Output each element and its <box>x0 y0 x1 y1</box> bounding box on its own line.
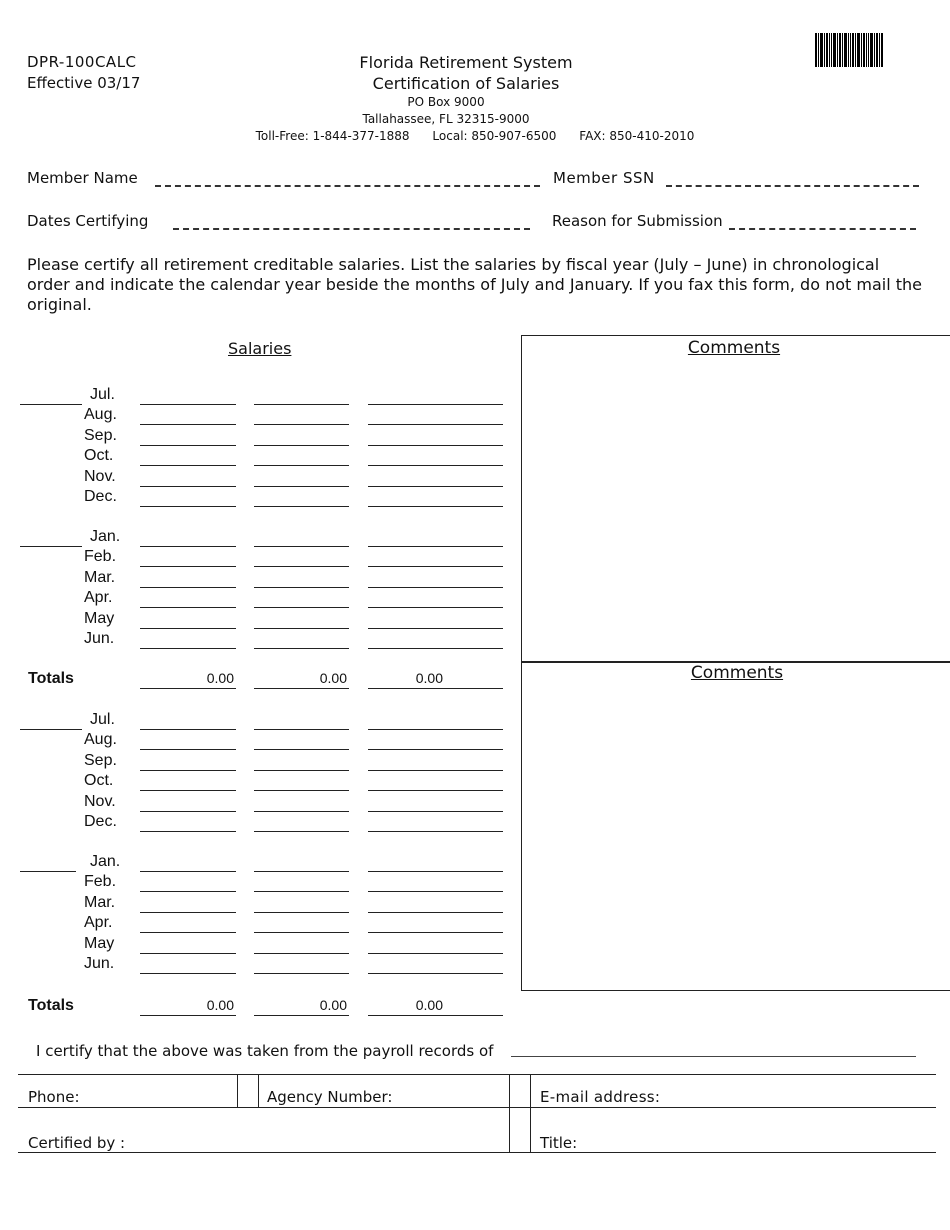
salary-line <box>140 546 236 547</box>
salary-input[interactable] <box>368 631 503 647</box>
salary-line <box>254 424 349 425</box>
salary-line <box>368 932 503 933</box>
salary-line <box>254 628 349 629</box>
org-name: Florida Retirement System <box>359 53 573 72</box>
month-label: May <box>84 610 115 627</box>
salary-line <box>368 912 503 913</box>
certified-by-field[interactable]: Certified by : <box>28 1134 126 1152</box>
salary-input[interactable] <box>254 915 349 931</box>
salary-line <box>254 790 349 791</box>
footer-divider <box>530 1074 531 1152</box>
dates-certifying-label: Dates Certifying <box>27 212 149 230</box>
total-line <box>254 1015 349 1016</box>
salary-input[interactable] <box>368 794 503 810</box>
salary-input[interactable] <box>254 732 349 748</box>
comments-box-2[interactable] <box>521 661 950 991</box>
month-label: Dec. <box>84 813 117 830</box>
salary-input[interactable] <box>254 794 349 810</box>
salary-line <box>368 871 503 872</box>
salary-input[interactable] <box>254 611 349 627</box>
total-line <box>368 1015 503 1016</box>
salary-line <box>140 628 236 629</box>
salary-line <box>368 546 503 547</box>
salary-input[interactable] <box>368 915 503 931</box>
salary-line <box>368 749 503 750</box>
salary-input[interactable] <box>368 814 503 830</box>
salary-input[interactable] <box>254 428 349 444</box>
salary-line <box>254 648 349 649</box>
salary-input[interactable] <box>140 407 236 423</box>
salary-line <box>254 506 349 507</box>
salary-line <box>140 932 236 933</box>
salary-line <box>140 506 236 507</box>
salary-line <box>254 546 349 547</box>
member-ssn-field[interactable] <box>666 185 919 187</box>
month-label: Sep. <box>84 752 117 769</box>
salary-input[interactable] <box>254 814 349 830</box>
salary-input[interactable] <box>368 854 503 870</box>
salary-line <box>254 953 349 954</box>
salary-input[interactable] <box>140 732 236 748</box>
salary-input[interactable] <box>254 448 349 464</box>
comments-heading-1: Comments <box>687 338 781 358</box>
salary-input[interactable] <box>254 549 349 565</box>
salary-input[interactable] <box>254 773 349 789</box>
city-address: Tallahassee, FL 32315-9000 <box>362 112 530 126</box>
total-line <box>368 688 503 689</box>
salary-input[interactable] <box>140 469 236 485</box>
month-label: Apr. <box>84 589 113 606</box>
month-label: Sep. <box>84 427 117 444</box>
salary-line <box>140 465 236 466</box>
salary-line <box>368 973 503 974</box>
total-value: 0.00 <box>319 670 347 686</box>
salary-line <box>140 953 236 954</box>
salary-input[interactable] <box>140 570 236 586</box>
agency-number-field[interactable]: Agency Number: <box>267 1088 393 1106</box>
month-label: Jul. <box>90 711 115 728</box>
total-value: 0.00 <box>319 997 347 1013</box>
total-line <box>140 1015 236 1016</box>
salary-line <box>254 729 349 730</box>
total-line <box>140 688 236 689</box>
salary-line <box>368 424 503 425</box>
salary-line <box>254 871 349 872</box>
footer-mid-rule <box>18 1107 936 1108</box>
salary-input[interactable] <box>140 611 236 627</box>
salary-input[interactable] <box>254 874 349 890</box>
salary-input[interactable] <box>140 549 236 565</box>
payroll-agency-field[interactable] <box>511 1056 916 1057</box>
comments-heading-2: Comments <box>690 663 784 683</box>
year-field[interactable] <box>20 871 76 872</box>
salary-input[interactable] <box>368 448 503 464</box>
salary-input[interactable] <box>368 570 503 586</box>
salary-line <box>140 891 236 892</box>
salary-input[interactable] <box>140 915 236 931</box>
salary-line <box>140 587 236 588</box>
salary-input[interactable] <box>140 631 236 647</box>
salary-line <box>254 445 349 446</box>
month-label: May <box>84 935 115 952</box>
salary-line <box>368 607 503 608</box>
salary-line <box>140 770 236 771</box>
salary-line <box>254 749 349 750</box>
salary-line <box>368 506 503 507</box>
salary-input[interactable] <box>140 590 236 606</box>
salary-line <box>254 891 349 892</box>
salary-line <box>140 811 236 812</box>
salary-input[interactable] <box>140 712 236 728</box>
salary-line <box>254 770 349 771</box>
salary-input[interactable] <box>368 773 503 789</box>
footer-divider <box>258 1074 259 1107</box>
salary-input[interactable] <box>368 956 503 972</box>
salary-line <box>368 953 503 954</box>
page-title: Certification of Salaries <box>372 74 560 93</box>
total-value: 0.00 <box>206 670 234 686</box>
salary-line <box>140 566 236 567</box>
member-ssn-label: Member SSN <box>553 169 655 187</box>
salary-input[interactable] <box>140 854 236 870</box>
total-value: 0.00 <box>206 997 234 1013</box>
salary-line <box>368 790 503 791</box>
salary-line <box>254 566 349 567</box>
totals-label-a: Totals <box>28 670 74 687</box>
salary-line <box>368 770 503 771</box>
salary-line <box>140 486 236 487</box>
footer-divider <box>237 1074 238 1107</box>
salary-input[interactable] <box>254 631 349 647</box>
salary-input[interactable] <box>254 387 349 403</box>
salary-line <box>140 404 236 405</box>
salary-input[interactable] <box>254 570 349 586</box>
salary-input[interactable] <box>368 489 503 505</box>
salary-line <box>140 831 236 832</box>
salary-line <box>254 811 349 812</box>
month-label: Nov. <box>84 793 116 810</box>
month-label: Jul. <box>90 386 115 403</box>
month-label: Oct. <box>84 772 114 789</box>
total-value: 0.00 <box>415 997 443 1013</box>
certify-statement: I certify that the above was taken from the payroll records of <box>36 1042 494 1060</box>
member-name-field[interactable] <box>155 185 540 187</box>
salary-line <box>368 587 503 588</box>
year-field[interactable] <box>20 404 82 405</box>
footer-top-rule <box>18 1074 936 1075</box>
salary-input[interactable] <box>254 956 349 972</box>
month-label: Apr. <box>84 914 113 931</box>
month-label: Feb. <box>84 548 117 565</box>
instructions: Please certify all retirement creditable salaries. List the salaries by fiscal year (July – June) in chronological order and indicate the calendar year beside the months of July and January. If you fax this form, do not mail the original. <box>27 255 922 314</box>
salary-line <box>140 445 236 446</box>
salary-line <box>140 790 236 791</box>
total-value: 0.00 <box>415 670 443 686</box>
dates-certifying-field[interactable] <box>173 228 530 230</box>
salary-line <box>254 486 349 487</box>
phone-field[interactable]: Phone: <box>28 1088 80 1106</box>
salary-input[interactable] <box>368 469 503 485</box>
year-field[interactable] <box>20 729 82 730</box>
month-label: Aug. <box>84 406 117 423</box>
salary-input[interactable] <box>254 407 349 423</box>
salary-line <box>140 912 236 913</box>
salary-line <box>254 404 349 405</box>
salary-input[interactable] <box>368 732 503 748</box>
effective-date: Effective 03/17 <box>27 74 141 92</box>
form-id: DPR-100CALC <box>27 53 137 71</box>
salary-input[interactable] <box>368 874 503 890</box>
salary-line <box>368 404 503 405</box>
salary-line <box>140 871 236 872</box>
reason-label: Reason for Submission <box>552 212 723 230</box>
year-field[interactable] <box>20 546 82 547</box>
month-label: Mar. <box>84 894 116 911</box>
totals-label-b: Totals <box>28 997 74 1014</box>
salary-line <box>368 648 503 649</box>
salary-line <box>368 566 503 567</box>
month-label: Oct. <box>84 447 114 464</box>
month-label: Jun. <box>84 955 115 972</box>
email-field[interactable]: E-mail address: <box>540 1088 661 1106</box>
barcode-icon <box>815 33 884 67</box>
comments-box-1[interactable] <box>521 335 950 663</box>
salary-line <box>368 465 503 466</box>
salary-input[interactable] <box>140 794 236 810</box>
salary-input[interactable] <box>140 956 236 972</box>
salary-input[interactable] <box>140 428 236 444</box>
salary-input[interactable] <box>368 895 503 911</box>
salary-line <box>368 811 503 812</box>
month-label: Jan. <box>90 528 121 545</box>
salary-input[interactable] <box>368 936 503 952</box>
salary-line <box>140 973 236 974</box>
member-name-label: Member Name <box>27 169 138 187</box>
salary-input[interactable] <box>368 529 503 545</box>
total-line <box>254 688 349 689</box>
salary-line <box>254 973 349 974</box>
salary-input[interactable] <box>140 773 236 789</box>
salary-line <box>368 445 503 446</box>
title-field[interactable]: Title: <box>540 1134 578 1152</box>
salary-line <box>140 729 236 730</box>
month-label: Jun. <box>84 630 115 647</box>
salary-input[interactable] <box>254 529 349 545</box>
salary-line <box>140 648 236 649</box>
salary-input[interactable] <box>254 895 349 911</box>
month-label: Feb. <box>84 873 117 890</box>
salary-line <box>140 749 236 750</box>
salary-line <box>368 831 503 832</box>
contact-numbers: Toll-Free: 1-844-377-1888 Local: 850-907-6500 FAX: 850-410-2010 <box>255 129 695 143</box>
salary-line <box>254 587 349 588</box>
salary-input[interactable] <box>254 469 349 485</box>
salary-input[interactable] <box>254 489 349 505</box>
salary-input[interactable] <box>254 936 349 952</box>
salary-line <box>140 424 236 425</box>
reason-field[interactable] <box>729 228 916 230</box>
salary-input[interactable] <box>368 549 503 565</box>
salary-input[interactable] <box>140 387 236 403</box>
salary-line <box>368 729 503 730</box>
salary-line <box>368 891 503 892</box>
salary-input[interactable] <box>140 753 236 769</box>
salary-line <box>368 486 503 487</box>
month-label: Aug. <box>84 731 117 748</box>
salary-input[interactable] <box>140 814 236 830</box>
salary-input[interactable] <box>140 936 236 952</box>
salary-input[interactable] <box>140 448 236 464</box>
salary-line <box>254 465 349 466</box>
salary-line <box>254 607 349 608</box>
salary-input[interactable] <box>368 590 503 606</box>
salaries-heading: Salaries <box>228 339 292 358</box>
salary-input[interactable] <box>368 753 503 769</box>
month-label: Mar. <box>84 569 116 586</box>
salary-input[interactable] <box>368 387 503 403</box>
month-label: Nov. <box>84 468 116 485</box>
salary-line <box>254 912 349 913</box>
salary-input[interactable] <box>254 590 349 606</box>
salary-input[interactable] <box>254 854 349 870</box>
footer-divider <box>509 1074 510 1152</box>
po-box: PO Box 9000 <box>407 95 485 109</box>
salary-input[interactable] <box>368 611 503 627</box>
salary-input[interactable] <box>140 489 236 505</box>
footer-bottom-rule <box>18 1152 936 1153</box>
salary-line <box>368 628 503 629</box>
salary-line <box>254 932 349 933</box>
salary-input[interactable] <box>254 712 349 728</box>
month-label: Dec. <box>84 488 117 505</box>
salary-input[interactable] <box>254 753 349 769</box>
salary-input[interactable] <box>140 529 236 545</box>
salary-input[interactable] <box>368 407 503 423</box>
salary-input[interactable] <box>140 895 236 911</box>
salary-line <box>254 831 349 832</box>
salary-input[interactable] <box>368 712 503 728</box>
salary-line <box>140 607 236 608</box>
month-label: Jan. <box>90 853 121 870</box>
salary-input[interactable] <box>368 428 503 444</box>
salary-input[interactable] <box>140 874 236 890</box>
